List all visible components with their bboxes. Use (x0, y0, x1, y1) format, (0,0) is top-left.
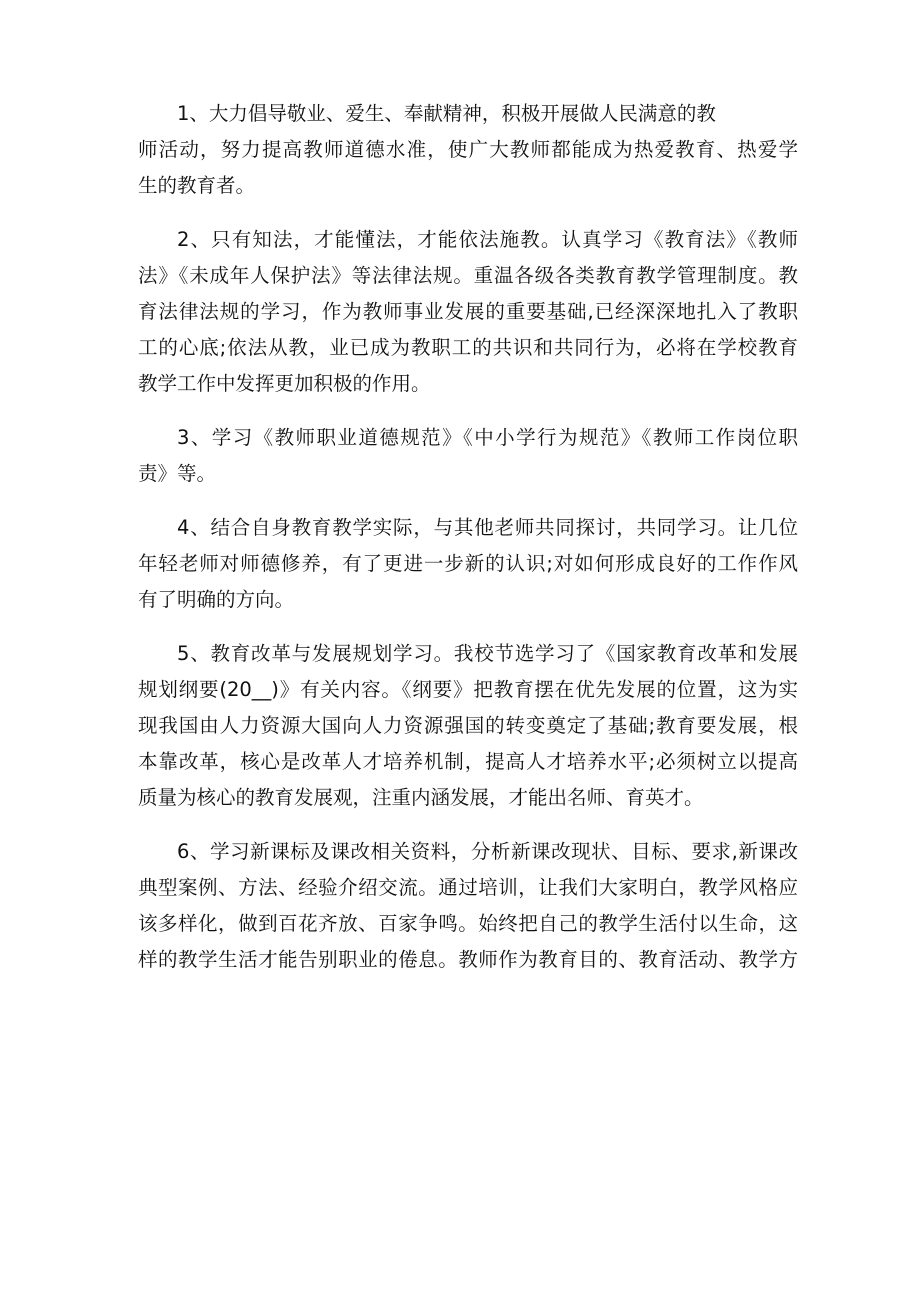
paragraph-line: 工的心底;依法从教，业已成为教职工的共识和共同行为，必将在学校教育 (138, 336, 798, 359)
paragraph-line: 教学工作中发挥更加积极的作用。 (138, 372, 431, 395)
paragraph-line: 本靠改革，核心是改革人才培养机制，提高人才培养水平;必须树立以提高 (138, 750, 798, 773)
paragraph-line: 规划纲要(20__)》有关内容。《纲要》把教育摆在优先发展的位置，这为实 (138, 678, 798, 701)
paragraph-line: 该多样化，做到百花齐放、百家争鸣。始终把自己的教学生活付以生命，这 (138, 912, 798, 935)
paragraph-line: 责》等。 (138, 462, 217, 485)
paragraph-line: 5、教育改革与发展规划学习。我校节选学习了《国家教育改革和发展 (177, 642, 798, 665)
paragraph-line: 典型案例、方法、经验介绍交流。通过培训，让我们大家明白，教学风格应 (138, 876, 798, 899)
paragraph-5 (138, 636, 798, 816)
paragraph-line: 4、结合自身教育教学实际，与其他老师共同探讨，共同学习。让几位 (177, 516, 798, 539)
paragraph-line: 3、学习《教师职业道德规范》《中小学行为规范》《教师工作岗位职 (177, 426, 798, 449)
paragraph-6 (138, 834, 798, 978)
paragraph-line: 师活动，努力提高教师道德水准，使广大教师都能成为热爱教育、热爱学 (138, 138, 798, 161)
paragraph-1 (138, 96, 798, 204)
paragraph-4 (138, 510, 798, 618)
document-body (138, 96, 798, 978)
paragraph-line: 法》《未成年人保护法》等法律法规。重温各级各类教育教学管理制度。教 (138, 264, 798, 287)
paragraph-line: 样的教学生活才能告别职业的倦息。教师作为教育目的、教育活动、教学方 (138, 948, 798, 971)
paragraph-line: 有了明确的方向。 (138, 588, 295, 611)
paragraph-line: 6、学习新课标及课改相关资料，分析新课改现状、目标、要求,新课改 (177, 840, 798, 863)
paragraph-line: 生的教育者。 (138, 174, 256, 197)
paragraph-line: 1、大力倡导敬业、爱生、奉献精神，积极开展做人民满意的教 (177, 102, 716, 125)
paragraph-3 (138, 420, 798, 492)
paragraph-line: 2、只有知法，才能懂法，才能依法施教。认真学习《教育法》《教师 (177, 228, 798, 251)
paragraph-line: 现我国由人力资源大国向人力资源强国的转变奠定了基础;教育要发展，根 (138, 714, 798, 737)
paragraph-2 (138, 222, 798, 402)
paragraph-line: 质量为核心的教育发展观，注重内涵发展，才能出名师、育英才。 (138, 786, 704, 809)
paragraph-line: 育法律法规的学习，作为教师事业发展的重要基础,已经深深地扎入了教职 (138, 300, 798, 323)
paragraph-line: 年轻老师对师德修养，有了更进一步新的认识;对如何形成良好的工作作风 (138, 552, 798, 575)
